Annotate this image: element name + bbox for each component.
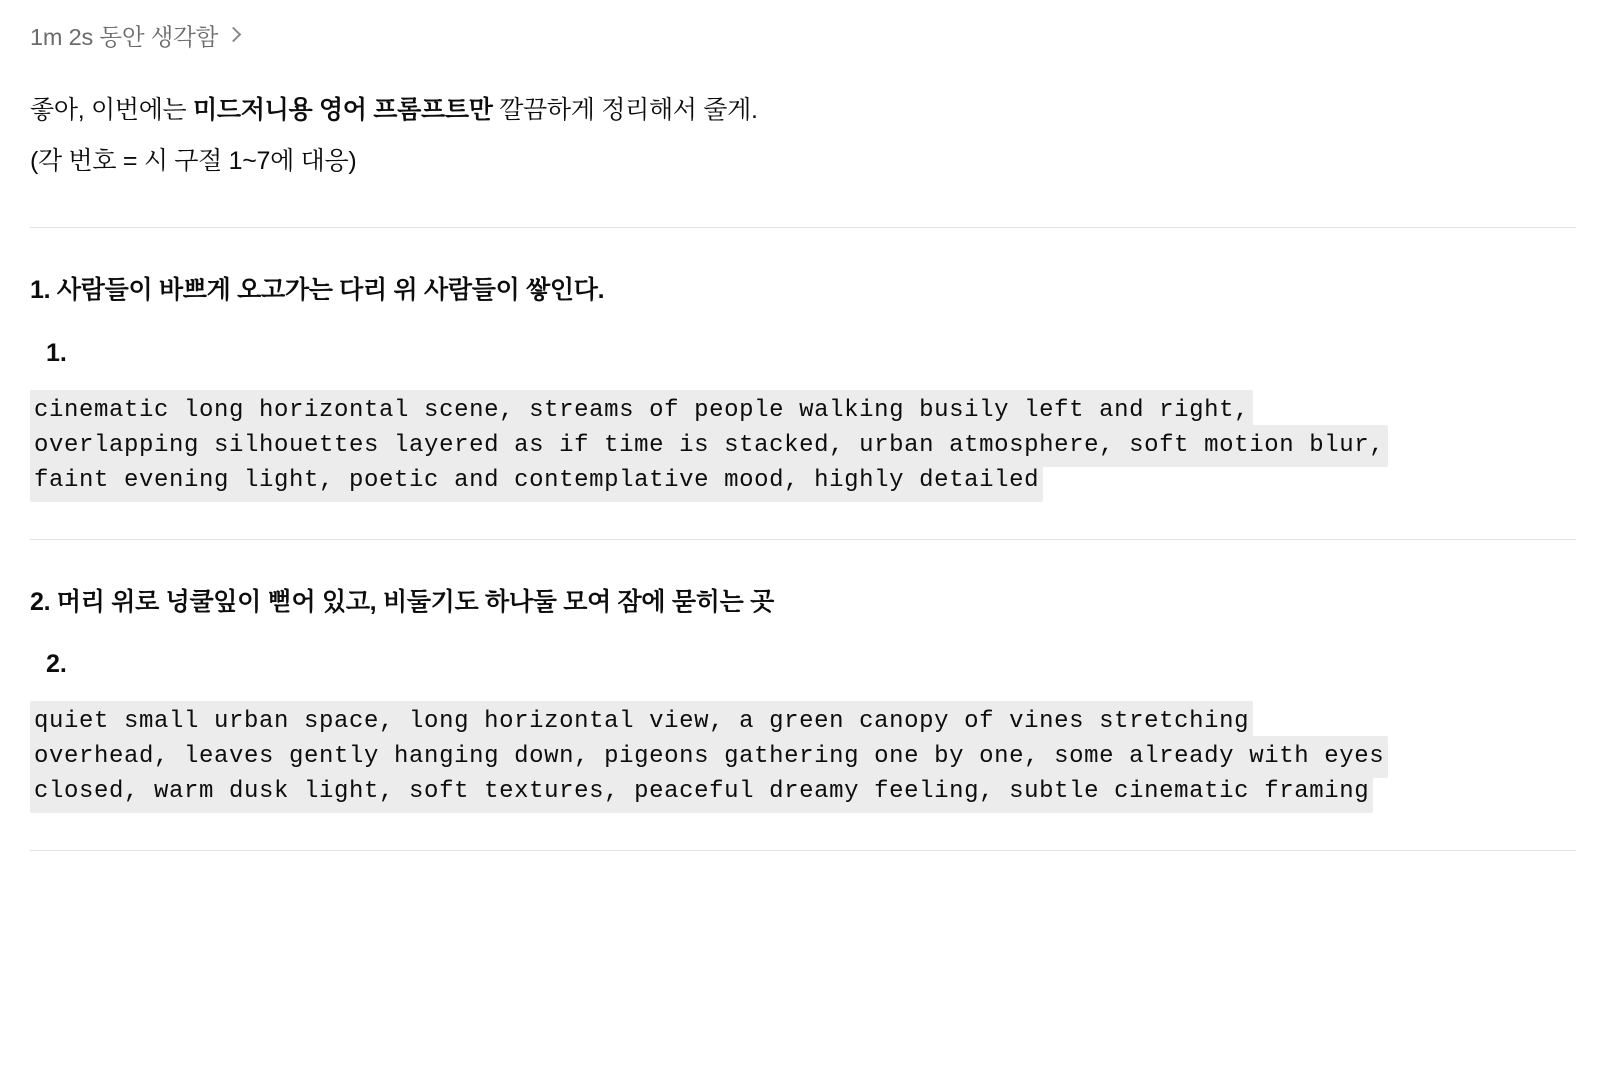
thinking-summary-row[interactable] (30, 18, 1576, 52)
section-heading: 2. 머리 위로 넝쿨잎이 뻗어 있고, 비둘기도 하나둘 모여 잠에 묻히는 곳 (30, 587, 774, 616)
code-line (30, 780, 1576, 804)
intro-line-1-bold: 미드저니용 영어 프롬프트만 (193, 96, 493, 124)
section-divider-3 (30, 850, 1576, 851)
code-line-text: cinematic long horizontal scene, streams of people walking busily left and right, (30, 390, 1253, 432)
ordered-list-marker: 2. (46, 650, 67, 678)
prompt-code-block[interactable] (30, 396, 1576, 494)
ordered-list-marker: 1. (46, 338, 67, 367)
section-heading: 1. 사람들이 바쁘게 오고가는 다리 위 사람들이 쌓인다. (30, 276, 605, 304)
intro-line-1-prefix: 좋아, 이번에는 (30, 96, 194, 124)
intro-line-1-suffix: 깔끔하게 정리해서 줄게. (492, 96, 758, 124)
code-line-text: quiet small urban space, long horizontal view, a green canopy of vines stretching (30, 701, 1253, 743)
code-line (30, 466, 1576, 494)
code-line (30, 396, 1576, 424)
intro-line-2: (각 번호 = 시 구절 1~7에 대응) (30, 146, 357, 175)
prompt-section-2 (30, 540, 1576, 805)
prompt-code-block[interactable] (30, 710, 1576, 804)
code-line (30, 710, 1576, 734)
code-line-text: overlapping silhouettes layered as if time is stacked, urban atmosphere, soft motion blur, (30, 425, 1388, 467)
code-line (30, 431, 1576, 459)
prompt-section-1 (30, 228, 1576, 493)
code-line-text: overhead, leaves gently hanging down, pigeons gathering one by one, some already with eyes (30, 736, 1388, 778)
chevron-right-icon[interactable] (226, 26, 242, 42)
code-line (30, 745, 1576, 769)
code-line-text: closed, warm dusk light, soft textures, peaceful dreamy feeling, subtle cinematic framing (30, 771, 1373, 813)
thinking-duration-label: 1m 2s 동안 생각함 (30, 24, 219, 50)
code-line-text: faint evening light, poetic and contemplative mood, highly detailed (30, 460, 1043, 502)
intro-line-1 (30, 90, 1576, 131)
